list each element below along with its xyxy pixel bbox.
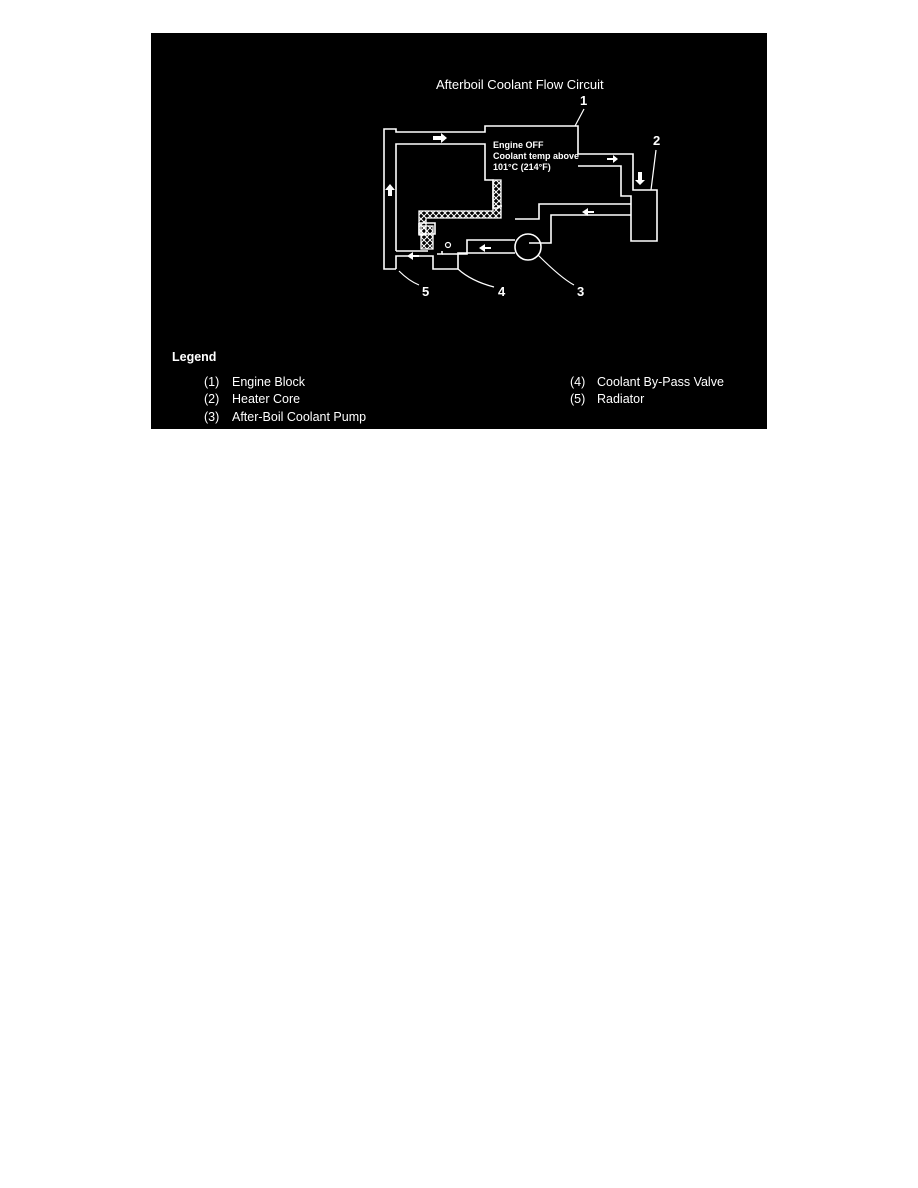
legend-title: Legend [172,350,217,364]
leader-2 [651,150,656,190]
leader-5 [399,271,419,285]
legend-num-4: (4) [570,375,586,389]
arrow-right-icon [433,133,447,143]
legend-num-3: (3) [204,410,220,424]
lower-pipe-b [442,253,515,269]
callout-4: 4 [498,284,506,299]
valve-link [437,251,442,254]
coolant-flow-figure [151,33,767,429]
lower-pipe-a [442,240,515,254]
diagram-title: Afterboil Coolant Flow Circuit [436,77,604,92]
legend-num-1: (1) [204,375,220,389]
legend-num-2: (2) [204,392,220,406]
arrow-left-icon [407,252,419,260]
legend-label-1: Engine Block [232,375,305,389]
leader-3 [538,255,574,285]
callout-1: 1 [580,93,588,108]
note-line-3: 101°C (214°F) [493,162,551,172]
legend-label-5: Radiator [597,392,645,406]
flow-diagram [151,33,767,429]
valve-pivot [446,243,451,248]
legend-label-3: After-Boil Coolant Pump [232,410,367,424]
arrow-left-icon [479,244,491,252]
legend-label-4: Coolant By-Pass Valve [597,375,724,389]
heater-return-outer [515,204,631,219]
heater-return-inner [529,215,631,243]
note-line-1: Engine OFF [493,140,544,150]
callout-3: 3 [577,284,585,299]
leader-4 [458,269,494,287]
leader-1 [575,109,584,126]
arrow-right-icon [607,155,618,163]
note-line-2: Coolant temp above [493,151,580,161]
legend-label-2: Heater Core [232,392,301,406]
arrow-down-icon [635,172,645,185]
radiator-outlet [396,256,442,269]
callout-5: 5 [422,284,430,299]
inner-pipe-top [396,144,502,251]
arrow-up-icon [385,184,395,196]
engine-note [493,140,582,172]
callout-2: 2 [653,133,661,148]
coolant-pump-symbol [515,234,541,260]
legend [172,350,724,424]
legend-num-5: (5) [570,392,586,406]
hatched-bypass-hose [419,180,501,249]
